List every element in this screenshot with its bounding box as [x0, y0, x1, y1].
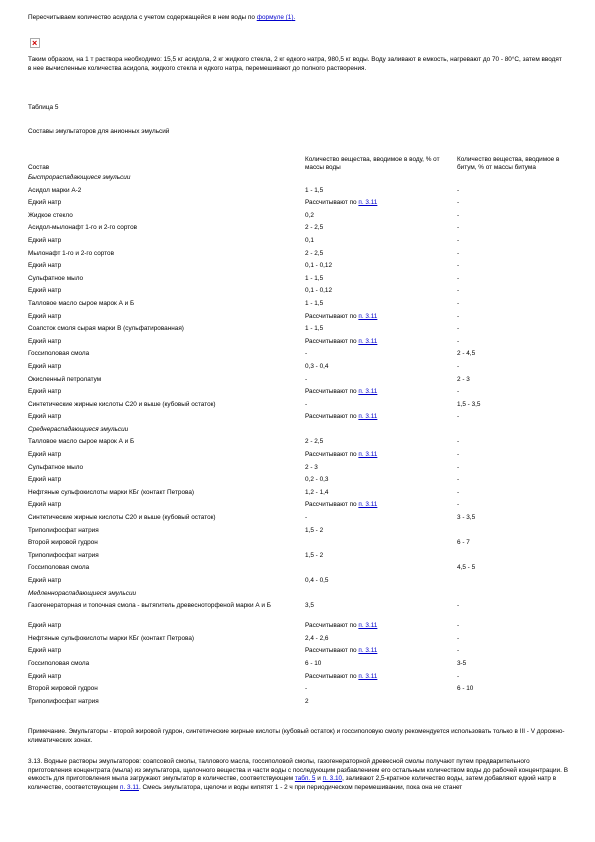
- table-group-row: [28, 426, 568, 439]
- table5-link[interactable]: табл. 5: [294, 775, 316, 783]
- table-row: [28, 685, 568, 698]
- header-composition: Состав: [28, 164, 50, 171]
- composition-cell: Синтетические жирные кислоты С20 и выше (кубовый остаток): [28, 514, 216, 522]
- water-amount-cell: [305, 577, 457, 590]
- table-row: [28, 325, 568, 338]
- table-row: [28, 539, 568, 552]
- bitumen-amount-cell: [457, 590, 568, 603]
- bitumen-amount-cell: -: [457, 362, 460, 370]
- section-3-11-link[interactable]: п. 3.11: [358, 647, 378, 655]
- header-water-amount: Количество вещества, вводимое в воду, % от массы воды: [305, 156, 440, 171]
- water-amount-text: 3,5: [305, 602, 314, 610]
- water-amount-cell: [305, 647, 457, 660]
- water-amount-text: 0,2 - 0,3: [305, 476, 329, 484]
- water-amount-text: Рассчитывают по: [305, 337, 359, 345]
- bitumen-amount-cell: -: [457, 476, 460, 484]
- bitumen-amount-cell: -: [457, 488, 460, 496]
- composition-cell: Едкий натр: [28, 672, 62, 680]
- body-paragraph: Таким образом, на 1 т раствора необходимо: 15,5 кг асидола, 2 кг жидкого стекла, 2 кг едкого натра, 980,5 кг воды. Воду заливают в емкость, нагревают до 70 - 80°С, затем вводят в нее вычисленные количества асидола, жидкого стекла и едкого натра, перемешивают до полного растворения.: [28, 56, 562, 72]
- bitumen-amount-cell: [457, 527, 568, 540]
- water-amount-cell: [305, 501, 457, 514]
- table-row: [28, 250, 568, 263]
- bitumen-amount-cell: -: [457, 647, 460, 655]
- composition-cell: Едкий натр: [28, 577, 62, 584]
- table-row: [28, 262, 568, 275]
- composition-cell: Триполифосфат натрия: [28, 526, 99, 534]
- bitumen-amount-cell: -: [457, 413, 460, 421]
- table-row: [28, 622, 568, 635]
- table-row: [28, 388, 568, 401]
- water-amount-cell: [305, 413, 457, 426]
- water-amount-text: 0,1 - 0,12: [305, 262, 333, 270]
- composition-cell: Едкий натр: [28, 262, 62, 270]
- water-amount-text: Рассчитывают по: [305, 647, 359, 655]
- bitumen-amount-cell: -: [457, 299, 460, 307]
- bitumen-amount-cell: 3 - 3,5: [457, 514, 476, 522]
- bitumen-amount-cell: -: [457, 634, 460, 642]
- water-amount-text: 2 - 2,5: [305, 224, 324, 232]
- p313-text-c: , заливают 2,5-кратное количество воды, затем добавляют едкий натр в количестве, соответствующем: [28, 775, 557, 791]
- emulsifier-table: [28, 146, 568, 710]
- composition-cell: Едкий натр: [28, 476, 62, 484]
- table-row: [28, 602, 568, 622]
- composition-cell: Едкий натр: [28, 287, 62, 295]
- water-amount-cell: [305, 325, 457, 338]
- water-amount-cell: [305, 401, 457, 414]
- formula-link-tail[interactable]: ).: [291, 14, 296, 21]
- water-amount-cell: [305, 187, 457, 200]
- water-amount-cell: [305, 376, 457, 389]
- water-amount-cell: [305, 212, 457, 225]
- water-amount-text: Рассчитывают по: [305, 451, 359, 459]
- water-amount-text: Рассчитывают по: [305, 199, 359, 207]
- water-amount-text: 1 - 1,5: [305, 299, 324, 307]
- section-3-11-link[interactable]: п. 3.11: [358, 413, 378, 421]
- table-row: [28, 527, 568, 540]
- water-amount-text: -: [305, 685, 308, 693]
- table-row: [28, 698, 568, 711]
- intro-paragraph: [28, 14, 568, 23]
- section-3-11-link[interactable]: п. 3.11: [358, 199, 378, 207]
- section-3-11-link[interactable]: п. 3.11: [358, 388, 378, 396]
- composition-cell: Газогенераторная и топочная смола - вытягитель древесноторфеной марки А и Б: [28, 602, 271, 610]
- water-amount-text: -: [305, 400, 308, 408]
- water-amount-cell: [305, 564, 457, 577]
- water-amount-cell: [305, 489, 457, 502]
- water-amount-text: -: [305, 375, 308, 383]
- table-row: [28, 313, 568, 326]
- water-amount-text: -: [305, 514, 308, 522]
- bitumen-amount-cell: [457, 698, 568, 711]
- table-row: [28, 338, 568, 351]
- water-amount-text: 1 - 1,5: [305, 186, 324, 194]
- table-row: [28, 300, 568, 313]
- composition-cell: Едкий натр: [28, 622, 62, 630]
- composition-cell: Жидкое стекло: [28, 211, 73, 219]
- bitumen-amount-cell: -: [457, 199, 460, 207]
- bitumen-amount-cell: -: [457, 262, 460, 270]
- bitumen-amount-cell: -: [457, 388, 460, 396]
- water-amount-cell: [305, 602, 457, 622]
- table-row: [28, 635, 568, 648]
- water-amount-cell: [305, 313, 457, 326]
- bitumen-amount-cell: -: [457, 602, 460, 610]
- water-amount-text: Рассчитывают по: [305, 672, 359, 680]
- water-amount-cell: [305, 451, 457, 464]
- water-amount-cell: [305, 388, 457, 401]
- table-body: [28, 174, 568, 710]
- composition-cell: Сульфатное мыло: [28, 274, 84, 282]
- water-amount-cell: [305, 685, 457, 698]
- composition-cell: Едкий натр: [28, 388, 62, 396]
- section-3-11-link[interactable]: п. 3.11: [358, 622, 378, 630]
- table-row: [28, 451, 568, 464]
- bitumen-amount-cell: -: [457, 186, 460, 194]
- table-row: [28, 438, 568, 451]
- water-amount-cell: [305, 174, 457, 187]
- section-3-11-link[interactable]: п. 3.11: [119, 783, 139, 791]
- water-amount-cell: [305, 237, 457, 250]
- group-title: Быстрораспадающиеся эмульсии: [28, 174, 131, 181]
- water-amount-cell: [305, 224, 457, 237]
- water-amount-cell: [305, 552, 457, 565]
- composition-cell: Триполифосфат натрия: [28, 697, 99, 705]
- group-title: Среднераспадающиеся эмульсии: [28, 425, 129, 433]
- table-row: [28, 552, 568, 565]
- bitumen-amount-cell: -: [457, 249, 460, 257]
- composition-cell: Госсиполовая смола: [28, 659, 90, 667]
- water-amount-text: 1,5 - 2: [305, 526, 324, 534]
- water-amount-text: Рассчитывают по: [305, 622, 359, 630]
- header-bitumen-amount: Количество вещества, вводимое в битум, % от массы битума: [457, 156, 560, 171]
- table-row: [28, 413, 568, 426]
- water-amount-cell: [305, 514, 457, 527]
- table-row: [28, 514, 568, 527]
- table-row: [28, 673, 568, 686]
- composition-cell: Едкий натр: [28, 451, 62, 459]
- bitumen-amount-cell: [457, 552, 568, 565]
- water-amount-text: Рассчитывают по: [305, 388, 359, 396]
- section-3-11-link[interactable]: п. 3.11: [358, 312, 378, 320]
- water-amount-cell: [305, 363, 457, 376]
- table-row: [28, 401, 568, 414]
- table-row: [28, 199, 568, 212]
- water-amount-text: 2 - 2,5: [305, 438, 324, 446]
- bitumen-amount-cell: -: [457, 622, 460, 630]
- bitumen-amount-cell: 2 - 3: [457, 375, 470, 383]
- bitumen-amount-cell: -: [457, 211, 460, 219]
- water-amount-text: 6 - 10: [305, 659, 322, 667]
- table-row: [28, 350, 568, 363]
- water-amount-cell: [305, 476, 457, 489]
- table-number: Таблица 5: [28, 104, 59, 111]
- composition-cell: Синтетические жирные кислоты С20 и выше (кубовый остаток): [28, 400, 216, 408]
- broken-image-icon: [30, 38, 40, 48]
- water-amount-cell: [305, 590, 457, 603]
- water-amount-cell: [305, 464, 457, 477]
- composition-cell: Едкий натр: [28, 413, 62, 421]
- p313-text-a: 3.13. Водные растворы эмульгаторов: соапсовой смолы, таллового масла, госсиполовой смолы, газогенераторной древесной смолы получают путем предварительного приготовления концентрата (мыла) из эмульгатора, щелочного вещества и части воды с последующим разбавлением его остальным количеством воды до рабочей концентрации. В емкость для приготовления мыла загружают эмульгатор в количестве, соответствующем: [28, 758, 568, 783]
- water-amount-cell: [305, 250, 457, 263]
- bitumen-amount-cell: 6 - 10: [457, 685, 474, 693]
- water-amount-cell: [305, 287, 457, 300]
- composition-cell: Соапсток смоля сырая марки В (сульфатированная): [28, 325, 184, 333]
- water-amount-cell: [305, 426, 457, 439]
- table-row: [28, 489, 568, 502]
- water-amount-cell: [305, 673, 457, 686]
- table-row: [28, 660, 568, 673]
- composition-cell: Едкий натр: [28, 236, 62, 244]
- water-amount-text: 2 - 2,5: [305, 249, 324, 257]
- composition-cell: Сульфатное мыло: [28, 463, 84, 471]
- water-amount-text: -: [305, 350, 308, 358]
- table-row: [28, 577, 568, 590]
- section-3-11-link[interactable]: п. 3.11: [358, 501, 378, 509]
- table-row: [28, 187, 568, 200]
- water-amount-cell: [305, 539, 457, 552]
- water-amount-cell: [305, 275, 457, 288]
- section-3-11-link[interactable]: п. 3.11: [358, 672, 378, 680]
- water-amount-cell: [305, 300, 457, 313]
- table-note: Примечание. Эмульгаторы - второй жировой гудрон, синтетические жирные кислоты (кубовый остаток) и госсиполовую смолу рекомендуется использовать только в III - V дорожно-климатических зонах.: [28, 728, 565, 744]
- table-row: [28, 647, 568, 660]
- section-3-11-link[interactable]: п. 3.11: [358, 451, 378, 459]
- bitumen-amount-cell: 3-5: [457, 659, 467, 667]
- bitumen-amount-cell: -: [457, 325, 460, 333]
- composition-cell: Госсиполовая смола: [28, 564, 90, 572]
- table-header-row: [28, 146, 568, 174]
- p313-text-d: . Смесь эмульгатора, щелочи и воды кипятят 1 - 2 ч при периодическом перемешивании, пока она не станет: [138, 783, 463, 791]
- bitumen-amount-cell: -: [457, 274, 460, 282]
- water-amount-cell: [305, 262, 457, 275]
- water-amount-text: Рассчитывают по: [305, 413, 359, 421]
- group-title: Медленнораспадающиеся эмульсии: [28, 589, 137, 597]
- section-3-11-link[interactable]: п. 3.11: [358, 337, 378, 345]
- water-amount-text: 1 - 1,5: [305, 325, 324, 333]
- table-row: [28, 501, 568, 514]
- table-row: [28, 363, 568, 376]
- composition-cell: Едкий натр: [28, 337, 62, 345]
- water-amount-cell: [305, 698, 457, 711]
- table-row: [28, 476, 568, 489]
- table-row: [28, 212, 568, 225]
- composition-cell: Едкий натр: [28, 199, 62, 207]
- water-amount-text: 1 - 1,5: [305, 274, 324, 282]
- bitumen-amount-cell: 1,5 - 3,5: [457, 400, 481, 408]
- bitumen-amount-cell: [457, 577, 568, 590]
- water-amount-cell: [305, 199, 457, 212]
- table-row: [28, 564, 568, 577]
- water-amount-cell: [305, 350, 457, 363]
- water-amount-text: Рассчитывают по: [305, 501, 359, 509]
- composition-cell: Мылонафт 1-го и 2-го сортов: [28, 249, 114, 257]
- composition-cell: Асидол-мылонафт 1-го и 2-го сортов: [28, 224, 138, 232]
- water-amount-text: 0,1: [305, 236, 314, 244]
- composition-cell: Талловое масло сырое марок А и Б: [28, 438, 135, 446]
- bitumen-amount-cell: -: [457, 224, 460, 232]
- table-row: [28, 224, 568, 237]
- table-group-row: [28, 174, 568, 187]
- water-amount-text: Рассчитывают по: [305, 312, 359, 320]
- composition-cell: Второй жировой гудрон: [28, 685, 98, 693]
- bitumen-amount-cell: -: [457, 438, 460, 446]
- composition-cell: Триполифосфат натрия: [28, 551, 99, 559]
- water-amount-text: 2,4 - 2,6: [305, 634, 329, 642]
- composition-cell: Едкий натр: [28, 362, 62, 370]
- table-row: [28, 237, 568, 250]
- composition-cell: Окисленный петролатум: [28, 375, 102, 383]
- bitumen-amount-cell: [457, 174, 568, 187]
- composition-cell: Едкий натр: [28, 501, 62, 509]
- composition-cell: Второй жировой гудрон: [28, 539, 98, 547]
- composition-cell: Нефтяные сульфокислоты марки КБг (контакт Петрова): [28, 634, 195, 642]
- water-amount-cell: [305, 338, 457, 351]
- bitumen-amount-cell: -: [457, 672, 460, 680]
- water-amount-cell: [305, 622, 457, 635]
- bitumen-amount-cell: [457, 426, 568, 439]
- table-row: [28, 275, 568, 288]
- water-amount-cell: [305, 527, 457, 540]
- composition-cell: Асидол марки А-2: [28, 186, 82, 194]
- water-amount-text: 0,2: [305, 211, 314, 219]
- composition-cell: Госсиполовая смола: [28, 350, 90, 358]
- bitumen-amount-cell: -: [457, 463, 460, 471]
- water-amount-text: 0,4 - 0,5: [305, 577, 329, 584]
- table-row: [28, 464, 568, 477]
- table-row: [28, 376, 568, 389]
- composition-cell: Талловое масло сырое марок А и Б: [28, 299, 135, 307]
- water-amount-text: 1,2 - 1,4: [305, 488, 329, 496]
- water-amount-text: 0,1 - 0,12: [305, 287, 333, 295]
- bitumen-amount-cell: -: [457, 337, 460, 345]
- composition-cell: Нефтяные сульфокислоты марки КБг (контакт Петрова): [28, 488, 195, 496]
- water-amount-cell: [305, 660, 457, 673]
- bitumen-amount-cell: -: [457, 451, 460, 459]
- composition-cell: Едкий натр: [28, 647, 62, 655]
- water-amount-text: 2: [305, 697, 309, 705]
- intro-text: Пересчитываем количество асидола с учетом содержащейся в нем воды по: [28, 14, 257, 21]
- bitumen-amount-cell: 4,5 - 5: [457, 564, 476, 572]
- bitumen-amount-cell: 2 - 4,5: [457, 350, 476, 358]
- composition-cell: Едкий натр: [28, 312, 62, 320]
- bitumen-amount-cell: -: [457, 501, 460, 509]
- bitumen-amount-cell: -: [457, 312, 460, 320]
- bitumen-amount-cell: 6 - 7: [457, 539, 470, 547]
- table-title: Составы эмульгаторов для анионных эмульсий: [28, 128, 170, 135]
- water-amount-text: 0,3 - 0,4: [305, 362, 329, 370]
- bitumen-amount-cell: -: [457, 236, 460, 244]
- water-amount-cell: [305, 438, 457, 451]
- formula-link[interactable]: формуле (1: [256, 14, 292, 21]
- paragraph-3-13: [28, 758, 568, 792]
- bitumen-amount-cell: -: [457, 287, 460, 295]
- table-group-row: [28, 590, 568, 603]
- water-amount-text: 1,5 - 2: [305, 551, 324, 559]
- p313-text-b: и: [315, 775, 323, 783]
- water-amount-cell: [305, 635, 457, 648]
- water-amount-text: 2 - 3: [305, 463, 318, 471]
- section-3-10-link[interactable]: п. 3.10: [322, 775, 343, 783]
- table-row: [28, 287, 568, 300]
